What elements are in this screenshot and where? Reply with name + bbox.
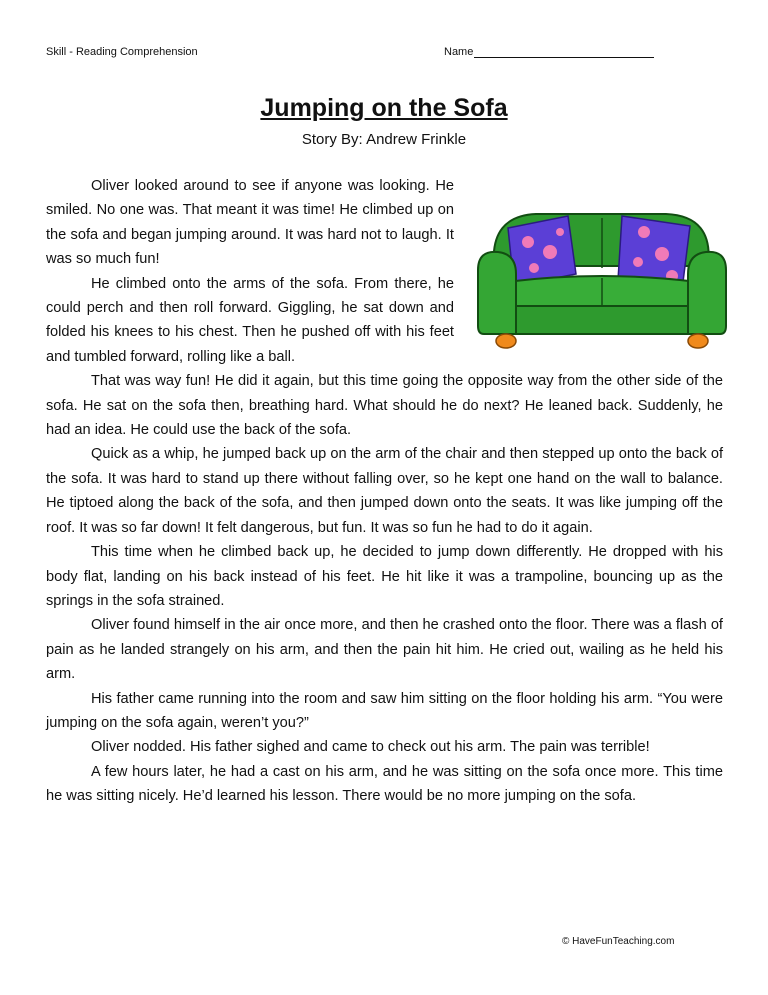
name-field — [444, 46, 654, 58]
byline: Story By: Andrew Frinkle — [301, 131, 467, 148]
paragraph: That was way fun! He did it again, but this time going the opposite way from the other side of the sofa. He sat on the sofa then, breathing hard. What should he do next? He leaned back. Suddenly, he had an idea. He could use the back of the sofa. — [46, 373, 723, 439]
paragraph: His father came running into the room and saw him sitting on the floor holding his arm. “You were jumping on the sofa again, weren’t you?” — [46, 690, 723, 731]
paragraph: He climbed onto the arms of the sofa. From there, he could perch and then roll forward. Giggling, he sat down and folded his knees to his chest. Then he pushed off with his feet and tumbled forward, rolling like a ball. — [46, 275, 454, 365]
paragraph: Oliver nodded. His father sighed and came to check out his arm. The pain was terrible! — [91, 739, 650, 756]
paragraph: Oliver found himself in the air once more, and then he crashed onto the floor. There was a flash of pain as he landed strangely on his arm, and then the pain hit him. He cried out, wailing as he held his arm. — [46, 617, 723, 683]
page-title: Jumping on the Sofa — [260, 94, 508, 122]
skill-label: Skill - Reading Comprehension — [46, 46, 198, 58]
name-blank-line[interactable] — [474, 46, 654, 58]
paragraph: Oliver looked around to see if anyone was looking. He smiled. No one was. That meant it was time! He climbed up on the sofa and began jumping around. It was hard not to laugh. It was so much fun! — [46, 178, 454, 268]
copyright-footer: © HaveFunTeaching.com — [562, 936, 675, 947]
paragraph: Quick as a whip, he jumped back up on the arm of the chair and then stepped up onto the back of the sofa. It was hard to stand up there without falling over, so he kept one hand on the wall to balance. He tiptoed along the back of the sofa, and then jumped down onto the seats. It was like jumping off the roof. It was so far down! It felt dangerous, but fun. It was so fun he had to do it again. — [46, 446, 723, 536]
name-label: Name — [444, 46, 474, 58]
paragraph: This time when he climbed back up, he decided to jump down differently. He dropped with his body flat, landing on his back instead of his feet. He hit like it was a trampoline, bouncing up as the springs in the sofa strained. — [46, 544, 723, 609]
story-text — [46, 174, 723, 809]
paragraph: A few hours later, he had a cast on his arm, and he was sitting on the sofa once more. This time he was sitting nicely. He’d learned his lesson. There would be no more jumping on the sofa. — [46, 763, 723, 805]
